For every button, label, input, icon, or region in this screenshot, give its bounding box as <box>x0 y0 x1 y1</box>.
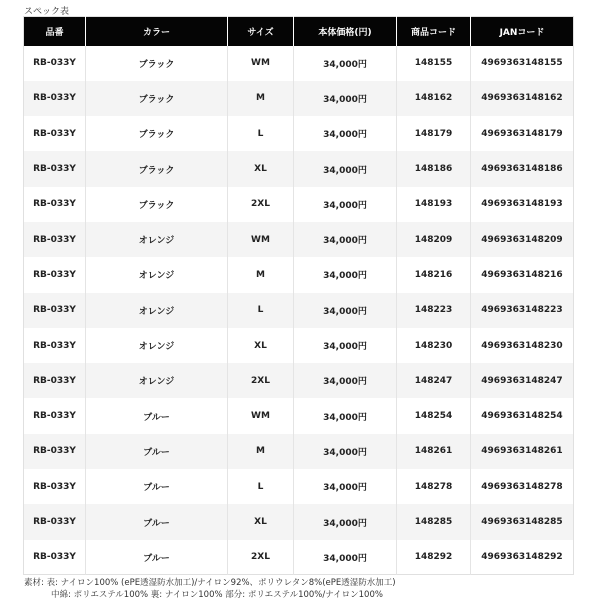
cell-product-code: 148209 <box>397 222 471 257</box>
cell-product-number: RB-033Y <box>24 434 86 469</box>
cell-product-number: RB-033Y <box>24 81 86 116</box>
table-body <box>24 46 574 575</box>
cell-product-number: RB-033Y <box>24 328 86 363</box>
cell-jan-code: 4969363148261 <box>471 434 574 469</box>
header-size: サイズ <box>228 17 294 46</box>
cell-size: WM <box>228 398 294 433</box>
cell-color: オレンジ <box>86 363 228 398</box>
cell-jan-code: 4969363148216 <box>481 269 563 280</box>
cell-product-code: 148162 <box>397 81 471 116</box>
cell-size: XL <box>228 504 294 539</box>
cell-product-code: 148193 <box>397 187 471 222</box>
cell-price: 34,000円 <box>294 540 397 575</box>
cell-price: 34,000円 <box>294 363 397 398</box>
table-header-row <box>24 17 574 46</box>
cell-color: オレンジ <box>86 293 228 328</box>
cell-size: M <box>228 434 294 469</box>
cell-product-code: 148254 <box>397 398 471 433</box>
cell-jan-code: 4969363148179 <box>481 128 563 139</box>
cell-product-number: RB-033Y <box>24 504 86 539</box>
cell-jan-code: 4969363148193 <box>481 199 563 210</box>
cell-jan-code: 4969363148278 <box>481 481 563 492</box>
table-row <box>24 257 574 292</box>
cell-color: ブルー <box>86 504 228 539</box>
cell-price: 34,000円 <box>294 116 397 151</box>
cell-price: 34,000円 <box>294 469 397 504</box>
header-product-code: 商品コード <box>397 17 471 46</box>
table-row <box>24 116 574 151</box>
cell-jan-code: 4969363148223 <box>471 293 574 328</box>
cell-price: 34,000円 <box>294 151 397 186</box>
cell-product-number: RB-033Y <box>24 46 86 81</box>
cell-jan-code: 4969363148247 <box>471 363 574 398</box>
header-price: 本体価格(円) <box>294 17 397 46</box>
cell-size: 2XL <box>228 540 294 575</box>
cell-product-number: RB-033Y <box>24 540 86 575</box>
cell-jan-code: 4969363148162 <box>471 81 574 116</box>
spec-table <box>23 16 574 575</box>
cell-size: M <box>228 81 294 116</box>
cell-color: ブラック <box>86 81 228 116</box>
header-color: カラー <box>86 17 228 46</box>
cell-product-number: RB-033Y <box>24 398 86 433</box>
table-row <box>24 81 574 116</box>
cell-size: M <box>228 257 294 292</box>
cell-jan-code: 4969363148285 <box>471 504 574 539</box>
cell-product-number: RB-033Y <box>24 116 86 151</box>
cell-size: L <box>228 293 294 328</box>
cell-size: 2XL <box>228 187 294 222</box>
cell-product-code: 148278 <box>397 469 471 504</box>
material-note-line-2: 中綿: ポリエステル100% 裏: ナイロン100% 部分: ポリエステル100%/ナイロン100% <box>51 590 383 600</box>
cell-product-number: RB-033Y <box>24 469 86 504</box>
cell-color: ブラック <box>86 46 228 81</box>
cell-price: 34,000円 <box>294 257 397 292</box>
cell-color: ブラック <box>86 151 228 186</box>
table-row <box>24 363 574 398</box>
cell-size: XL <box>228 151 294 186</box>
cell-product-code: 148155 <box>397 46 471 81</box>
cell-product-code: 148261 <box>397 434 471 469</box>
cell-color: ブラック <box>86 116 228 151</box>
cell-price: 34,000円 <box>294 222 397 257</box>
material-note-line-1: 素材: 表: ナイロン100% (ePE透湿防水加工)/ナイロン92%、ポリウレタン8%(ePE透湿防水加工) <box>24 578 396 588</box>
cell-color: ブルー <box>86 398 228 433</box>
cell-price: 34,000円 <box>294 46 397 81</box>
cell-product-code: 148285 <box>397 504 471 539</box>
table-row <box>24 187 574 222</box>
cell-product-code: 148247 <box>397 363 471 398</box>
cell-product-code: 148216 <box>397 257 471 292</box>
cell-product-number: RB-033Y <box>24 222 86 257</box>
cell-price: 34,000円 <box>294 293 397 328</box>
table-row <box>24 151 574 186</box>
cell-price: 34,000円 <box>294 398 397 433</box>
table-row <box>24 46 574 81</box>
cell-price: 34,000円 <box>294 81 397 116</box>
cell-product-number: RB-033Y <box>24 151 86 186</box>
cell-size: L <box>228 116 294 151</box>
cell-size: L <box>228 469 294 504</box>
table-row <box>24 328 574 363</box>
cell-color: オレンジ <box>86 222 228 257</box>
cell-price: 34,000円 <box>294 504 397 539</box>
cell-product-code: 148179 <box>397 116 471 151</box>
cell-price: 34,000円 <box>294 328 397 363</box>
cell-jan-code: 4969363148186 <box>471 151 574 186</box>
cell-size: WM <box>228 46 294 81</box>
cell-product-number: RB-033Y <box>24 363 86 398</box>
header-product-number: 品番 <box>24 17 86 46</box>
cell-product-number: RB-033Y <box>24 293 86 328</box>
cell-product-code: 148223 <box>397 293 471 328</box>
table-row <box>24 222 574 257</box>
cell-price: 34,000円 <box>294 187 397 222</box>
cell-product-code: 148230 <box>397 328 471 363</box>
table-row <box>24 540 574 575</box>
cell-color: ブルー <box>86 540 228 575</box>
cell-jan-code: 4969363148155 <box>481 58 563 69</box>
table-row <box>24 434 574 469</box>
cell-product-code: 148292 <box>397 540 471 575</box>
cell-color: ブルー <box>86 434 228 469</box>
cell-jan-code: 4969363148209 <box>471 222 574 257</box>
table-row <box>24 469 574 504</box>
cell-size: 2XL <box>228 363 294 398</box>
table-row <box>24 504 574 539</box>
cell-product-number: RB-033Y <box>24 257 86 292</box>
header-jan-code: JANコード <box>471 17 574 46</box>
cell-color: ブルー <box>86 469 228 504</box>
table-row <box>24 293 574 328</box>
cell-size: WM <box>228 222 294 257</box>
table-row <box>24 398 574 433</box>
cell-product-number: RB-033Y <box>24 187 86 222</box>
cell-color: オレンジ <box>86 328 228 363</box>
cell-color: オレンジ <box>86 257 228 292</box>
spec-caption: スペック表 <box>24 7 70 17</box>
cell-color: ブラック <box>86 187 228 222</box>
cell-size: XL <box>228 328 294 363</box>
cell-jan-code: 4969363148230 <box>481 340 563 351</box>
cell-jan-code: 4969363148292 <box>481 552 563 563</box>
cell-price: 34,000円 <box>294 434 397 469</box>
cell-product-code: 148186 <box>397 151 471 186</box>
cell-jan-code: 4969363148254 <box>481 411 563 422</box>
